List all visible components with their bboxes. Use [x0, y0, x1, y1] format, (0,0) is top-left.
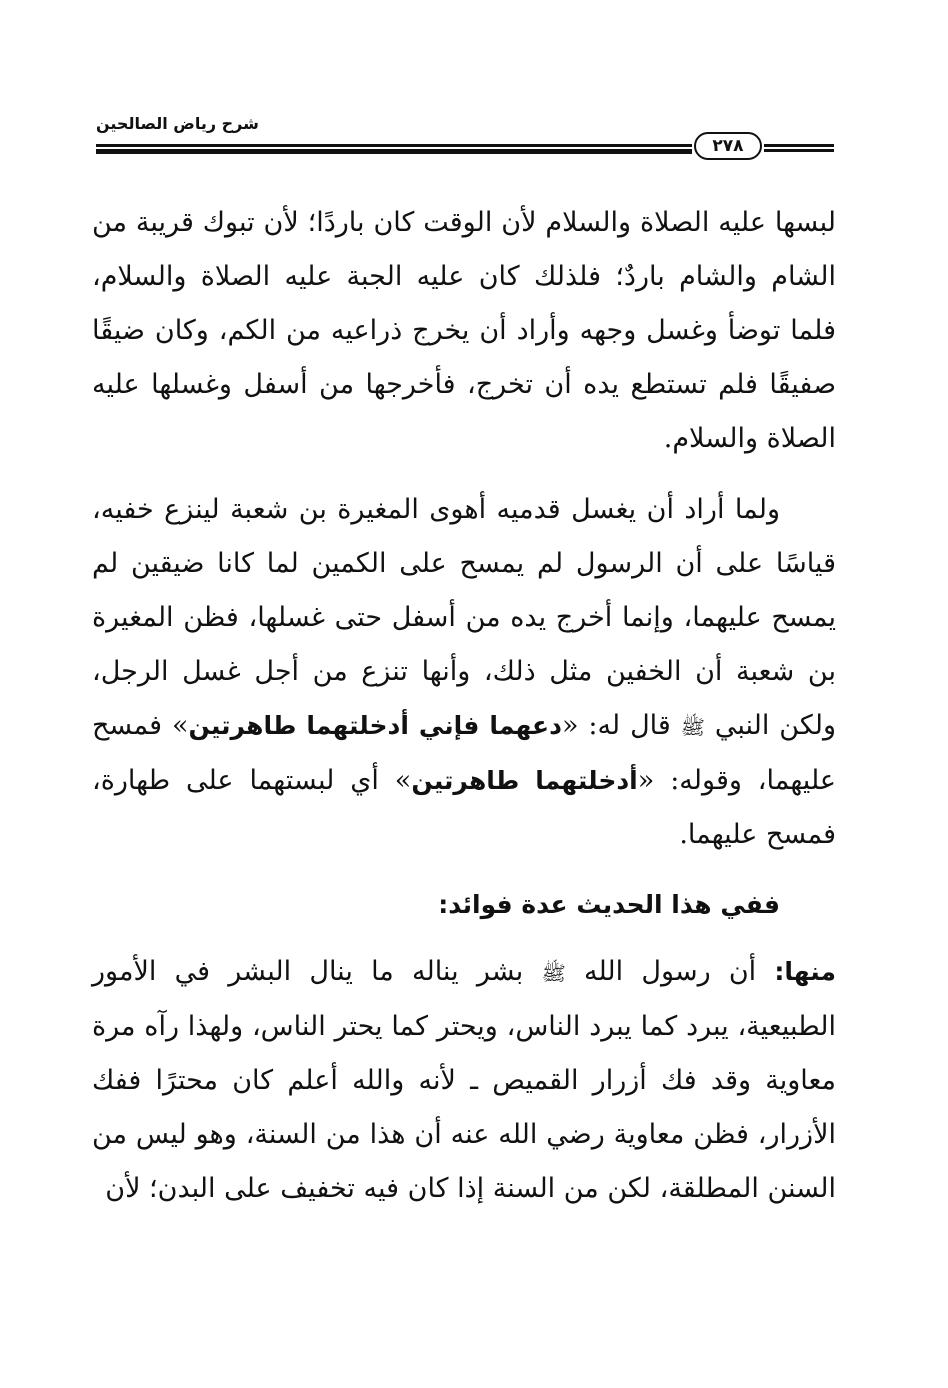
page-number: ٢٧٨: [712, 135, 744, 156]
header-rule-left: [96, 144, 692, 149]
page-header: [96, 104, 834, 174]
section-heading: ففي هذا الحديث عدة فوائد:: [438, 890, 780, 919]
page-number-badge: [694, 132, 762, 160]
paragraph-2-text-a: ولما أراد أن يغسل قدميه أهوى المغيرة بن شعبة لينزع خفيه، قياسًا على أن الرسول لم يمسح على الكمين لما كانا ضيقين لم يمسح عليهما، وإنما أخرج يده من أسفل حتى غسلها، فظن المغيرة بن شعبة أن الخفين مثل ذلك، وأنها تنزع من أجل غسل الرجل، ولكن النبي: [92, 494, 837, 741]
paragraph-2-text-c: » فمسح عليهما، وقوله: «: [92, 710, 836, 796]
paragraph-1: لبسها عليه الصلاة والسلام لأن الوقت كان باردًا؛ لأن تبوك قريبة من الشام والشام باردٌ؛ فلذلك كان عليه الجبة عليه الصلاة والسلام، فلما توضأ وغسل وجهه وأراد أن يخرج ذراعيه من الكم، وكان ضيقًا صفيقًا فلم تستطع يده أن تخرج، فأخرجها من أسفل وغسلها عليه الصلاة والسلام.: [92, 207, 836, 454]
paragraph-3: [92, 945, 836, 1216]
paragraph-2-text-d: » أي لبستهما على طهارة، فمسح عليهما.: [92, 765, 836, 850]
paragraph-3-text-b: بشر يناله ما ينال البشر في الأمور الطبيعية، يبرد كما يبرد الناس، ويحتر كما يحتر الناس، ولهذا رآه مرة معاوية وقد فك أزرار القميص ـ لأنه والله أعلم كان محترًا ففك الأزرار، فظن معاوية رضي الله عنه أن هذا من السنة، وهو ليس من السنن المطلقة، لكن من السنة إذا كان فيه تخفيف على البدن؛ لأن: [92, 956, 836, 1204]
running-title: شرح رياض الصالحين: [96, 114, 259, 133]
paragraph-3-lead: منها:: [774, 957, 836, 986]
salutation-glyph: ﷺ: [680, 715, 705, 739]
header-rule-right: [764, 144, 834, 147]
paragraph-2: [92, 483, 836, 862]
paragraph-2-text-b: قال له: «: [561, 710, 671, 741]
paragraph-3-text-a: أن رسول الله: [584, 956, 757, 987]
hadith-quote-2: أدخلتهما طاهرتين: [411, 766, 638, 795]
hadith-quote-1: دعهما فإني أدخلتهما طاهرتين: [188, 711, 562, 740]
salutation-glyph-2: ﷺ: [541, 961, 566, 985]
page-body: [92, 196, 836, 1233]
